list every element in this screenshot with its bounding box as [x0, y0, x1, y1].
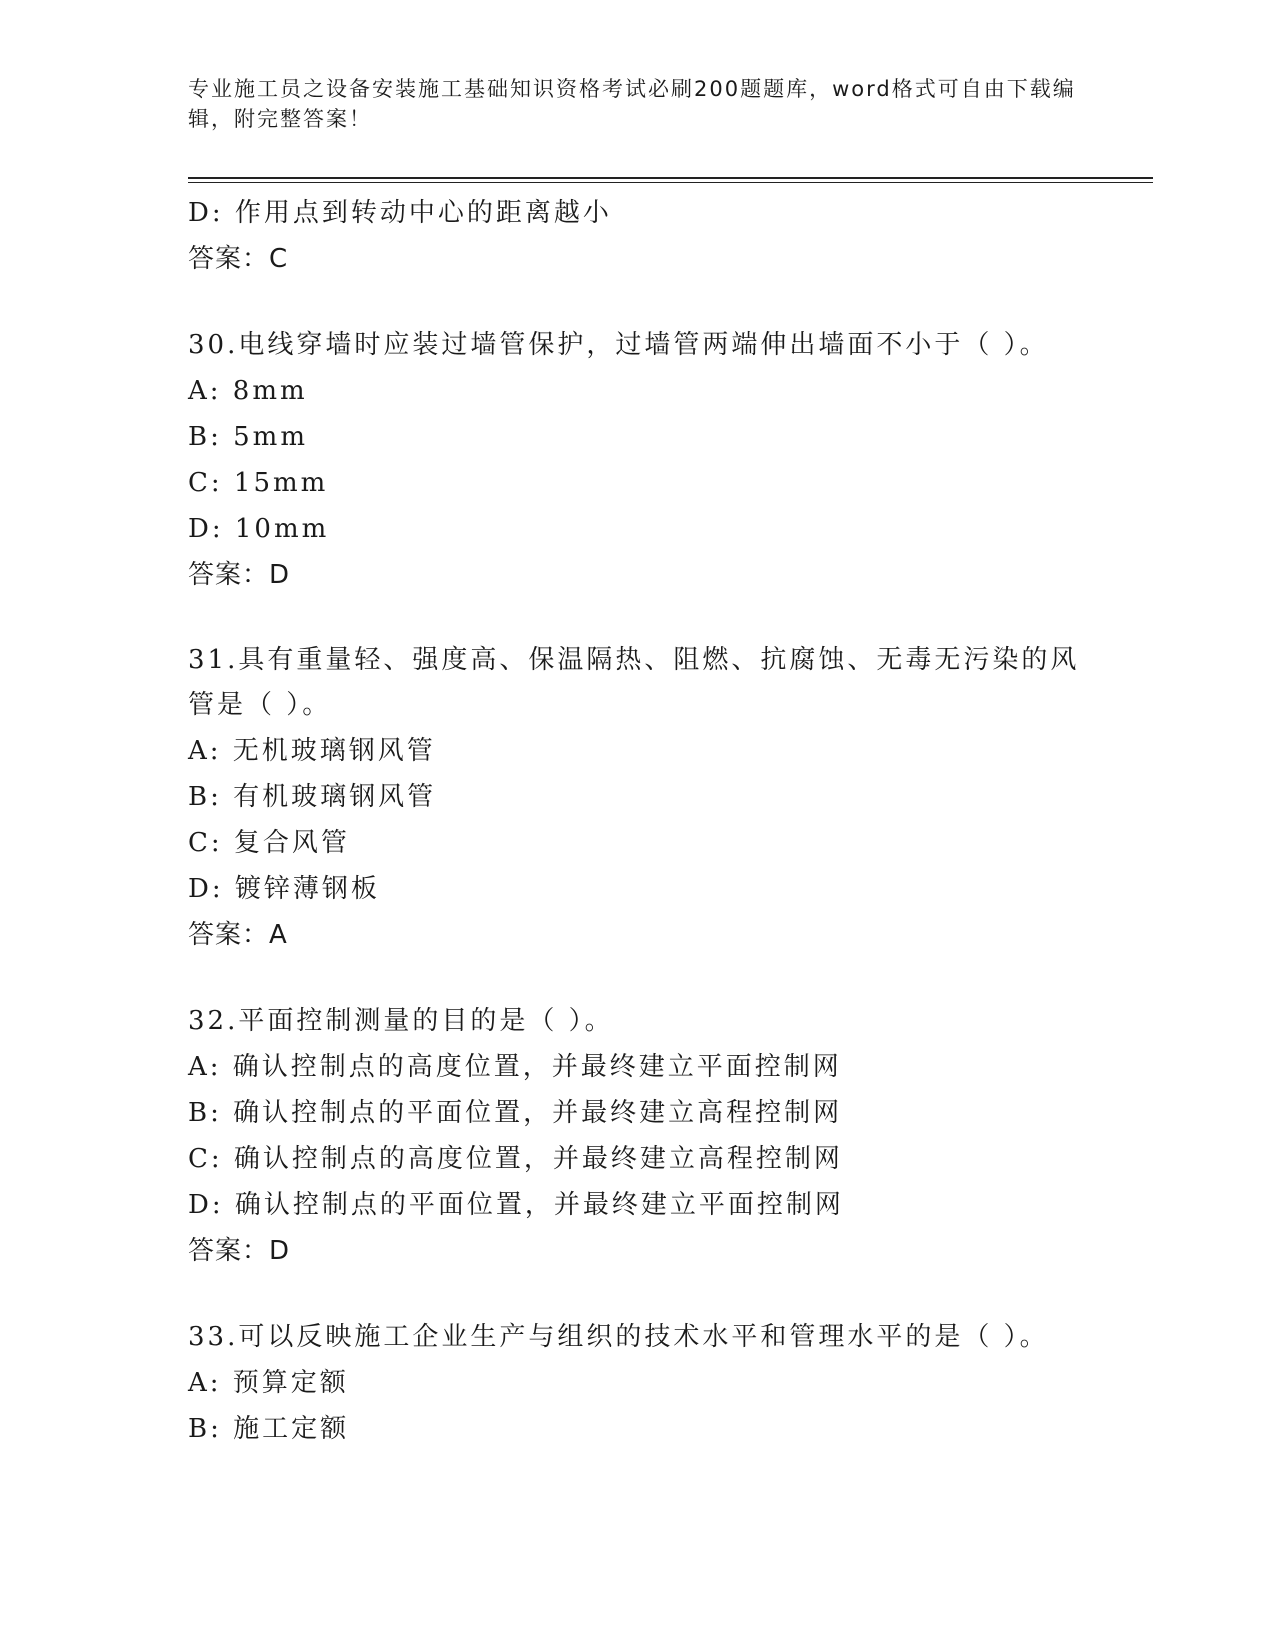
option-d: D: 作用点到转动中心的距离越小 — [188, 198, 612, 228]
option-a: A: 无机玻璃钢风管 — [188, 736, 436, 766]
option-d: D: 镀锌薄钢板 — [188, 874, 380, 904]
option-d: D: 10mm — [188, 514, 330, 544]
question-stem: 31.具有重量轻、强度高、保温隔热、阻燃、抗腐蚀、无毒无污染的风管是（ ）。 — [188, 645, 1080, 720]
question-stem: 30.电线穿墙时应装过墙管保护，过墙管两端伸出墙面不小于（ ）。 — [188, 330, 1049, 360]
option-a: A: 确认控制点的高度位置，并最终建立平面控制网 — [188, 1052, 842, 1082]
question-30 — [188, 322, 1088, 598]
option-c: C: 确认控制点的高度位置，并最终建立高程控制网 — [188, 1144, 843, 1174]
document-header: 专业施工员之设备安装施工基础知识资格考试必刷200题题库，word格式可自由下载编辑，附完整答案！ — [188, 77, 1076, 131]
header-divider-thin — [188, 182, 1153, 183]
option-d: D: 确认控制点的平面位置，并最终建立平面控制网 — [188, 1190, 844, 1220]
option-b: B: 确认控制点的平面位置，并最终建立高程控制网 — [188, 1098, 843, 1128]
header-divider — [188, 177, 1153, 179]
option-b: B: 5mm — [188, 422, 308, 452]
question-32 — [188, 998, 1088, 1274]
question-31 — [188, 638, 1088, 958]
answer-line: 答案：D — [188, 560, 291, 590]
question-stem: 32.平面控制测量的目的是（ ）。 — [188, 1006, 614, 1036]
answer-line: 答案：C — [188, 244, 289, 274]
option-b: B: 有机玻璃钢风管 — [188, 782, 437, 812]
option-a: A: 预算定额 — [188, 1368, 349, 1398]
question-33 — [188, 1314, 1088, 1452]
option-c: C: 15mm — [188, 468, 329, 498]
option-b: B: 施工定额 — [188, 1414, 350, 1444]
question-stem: 33.可以反映施工企业生产与组织的技术水平和管理水平的是（ ）。 — [188, 1322, 1049, 1352]
option-a: A: 8mm — [188, 376, 308, 406]
question-list — [188, 190, 1088, 1452]
option-c: C: 复合风管 — [188, 828, 350, 858]
answer-line: 答案：A — [188, 920, 288, 950]
answer-line: 答案：D — [188, 1236, 291, 1266]
